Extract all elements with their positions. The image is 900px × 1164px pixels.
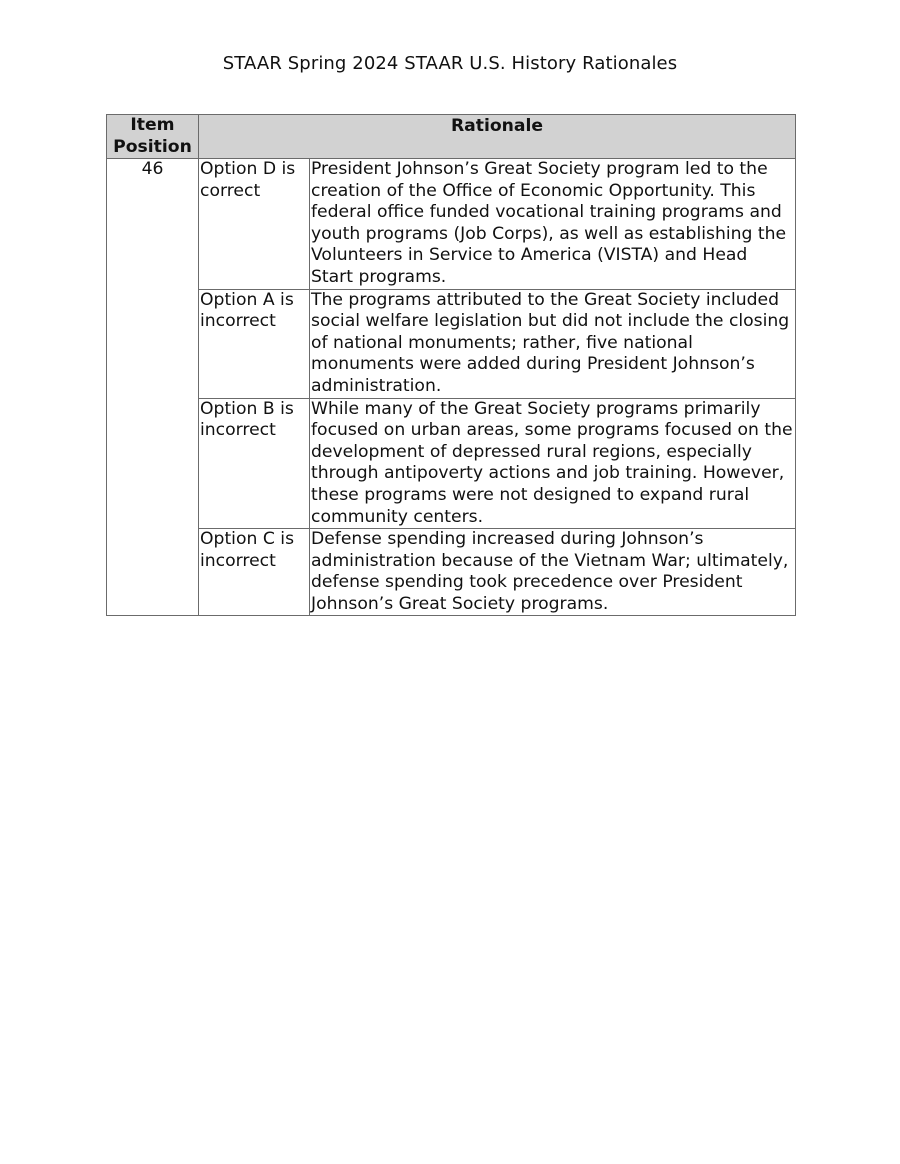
table-header-row (107, 115, 796, 159)
rationale-text-cell: The programs attributed to the Great Society included social welfare legislation but did not include the closing of national monuments; rather, five national monuments were added during President Johnson’s administration. (310, 289, 796, 398)
option-status-cell: Option C is incorrect (199, 529, 310, 616)
rationale-table (106, 114, 796, 616)
rationale-text-cell: President Johnson’s Great Society program led to the creation of the Office of Economic Opportunity. This federal office funded vocational training programs and youth programs (Job Corps), as well as establishing the Volunteers in Service to America (VISTA) and Head Start programs. (310, 159, 796, 290)
item-position-cell: 46 (107, 159, 199, 616)
option-status-cell: Option D is correct (199, 159, 310, 290)
rationale-header: Rationale (199, 115, 796, 159)
table-row (107, 529, 796, 616)
item-position-header: Item Position (107, 115, 199, 159)
rationale-text-cell: While many of the Great Society programs primarily focused on urban areas, some programs focused on the development of depressed rural regions, especially through antipoverty actions and job training. However, these programs were not designed to expand rural community centers. (310, 398, 796, 529)
rationale-text-cell: Defense spending increased during Johnson’s administration because of the Vietnam War; ultimately, defense spending took precedence over President Johnson’s Great Society programs. (310, 529, 796, 616)
option-status-cell: Option A is incorrect (199, 289, 310, 398)
table-row (107, 159, 796, 290)
page-title: STAAR Spring 2024 STAAR U.S. History Rationales (222, 53, 678, 74)
table-row (107, 398, 796, 529)
table-row (107, 289, 796, 398)
option-status-cell: Option B is incorrect (199, 398, 310, 529)
